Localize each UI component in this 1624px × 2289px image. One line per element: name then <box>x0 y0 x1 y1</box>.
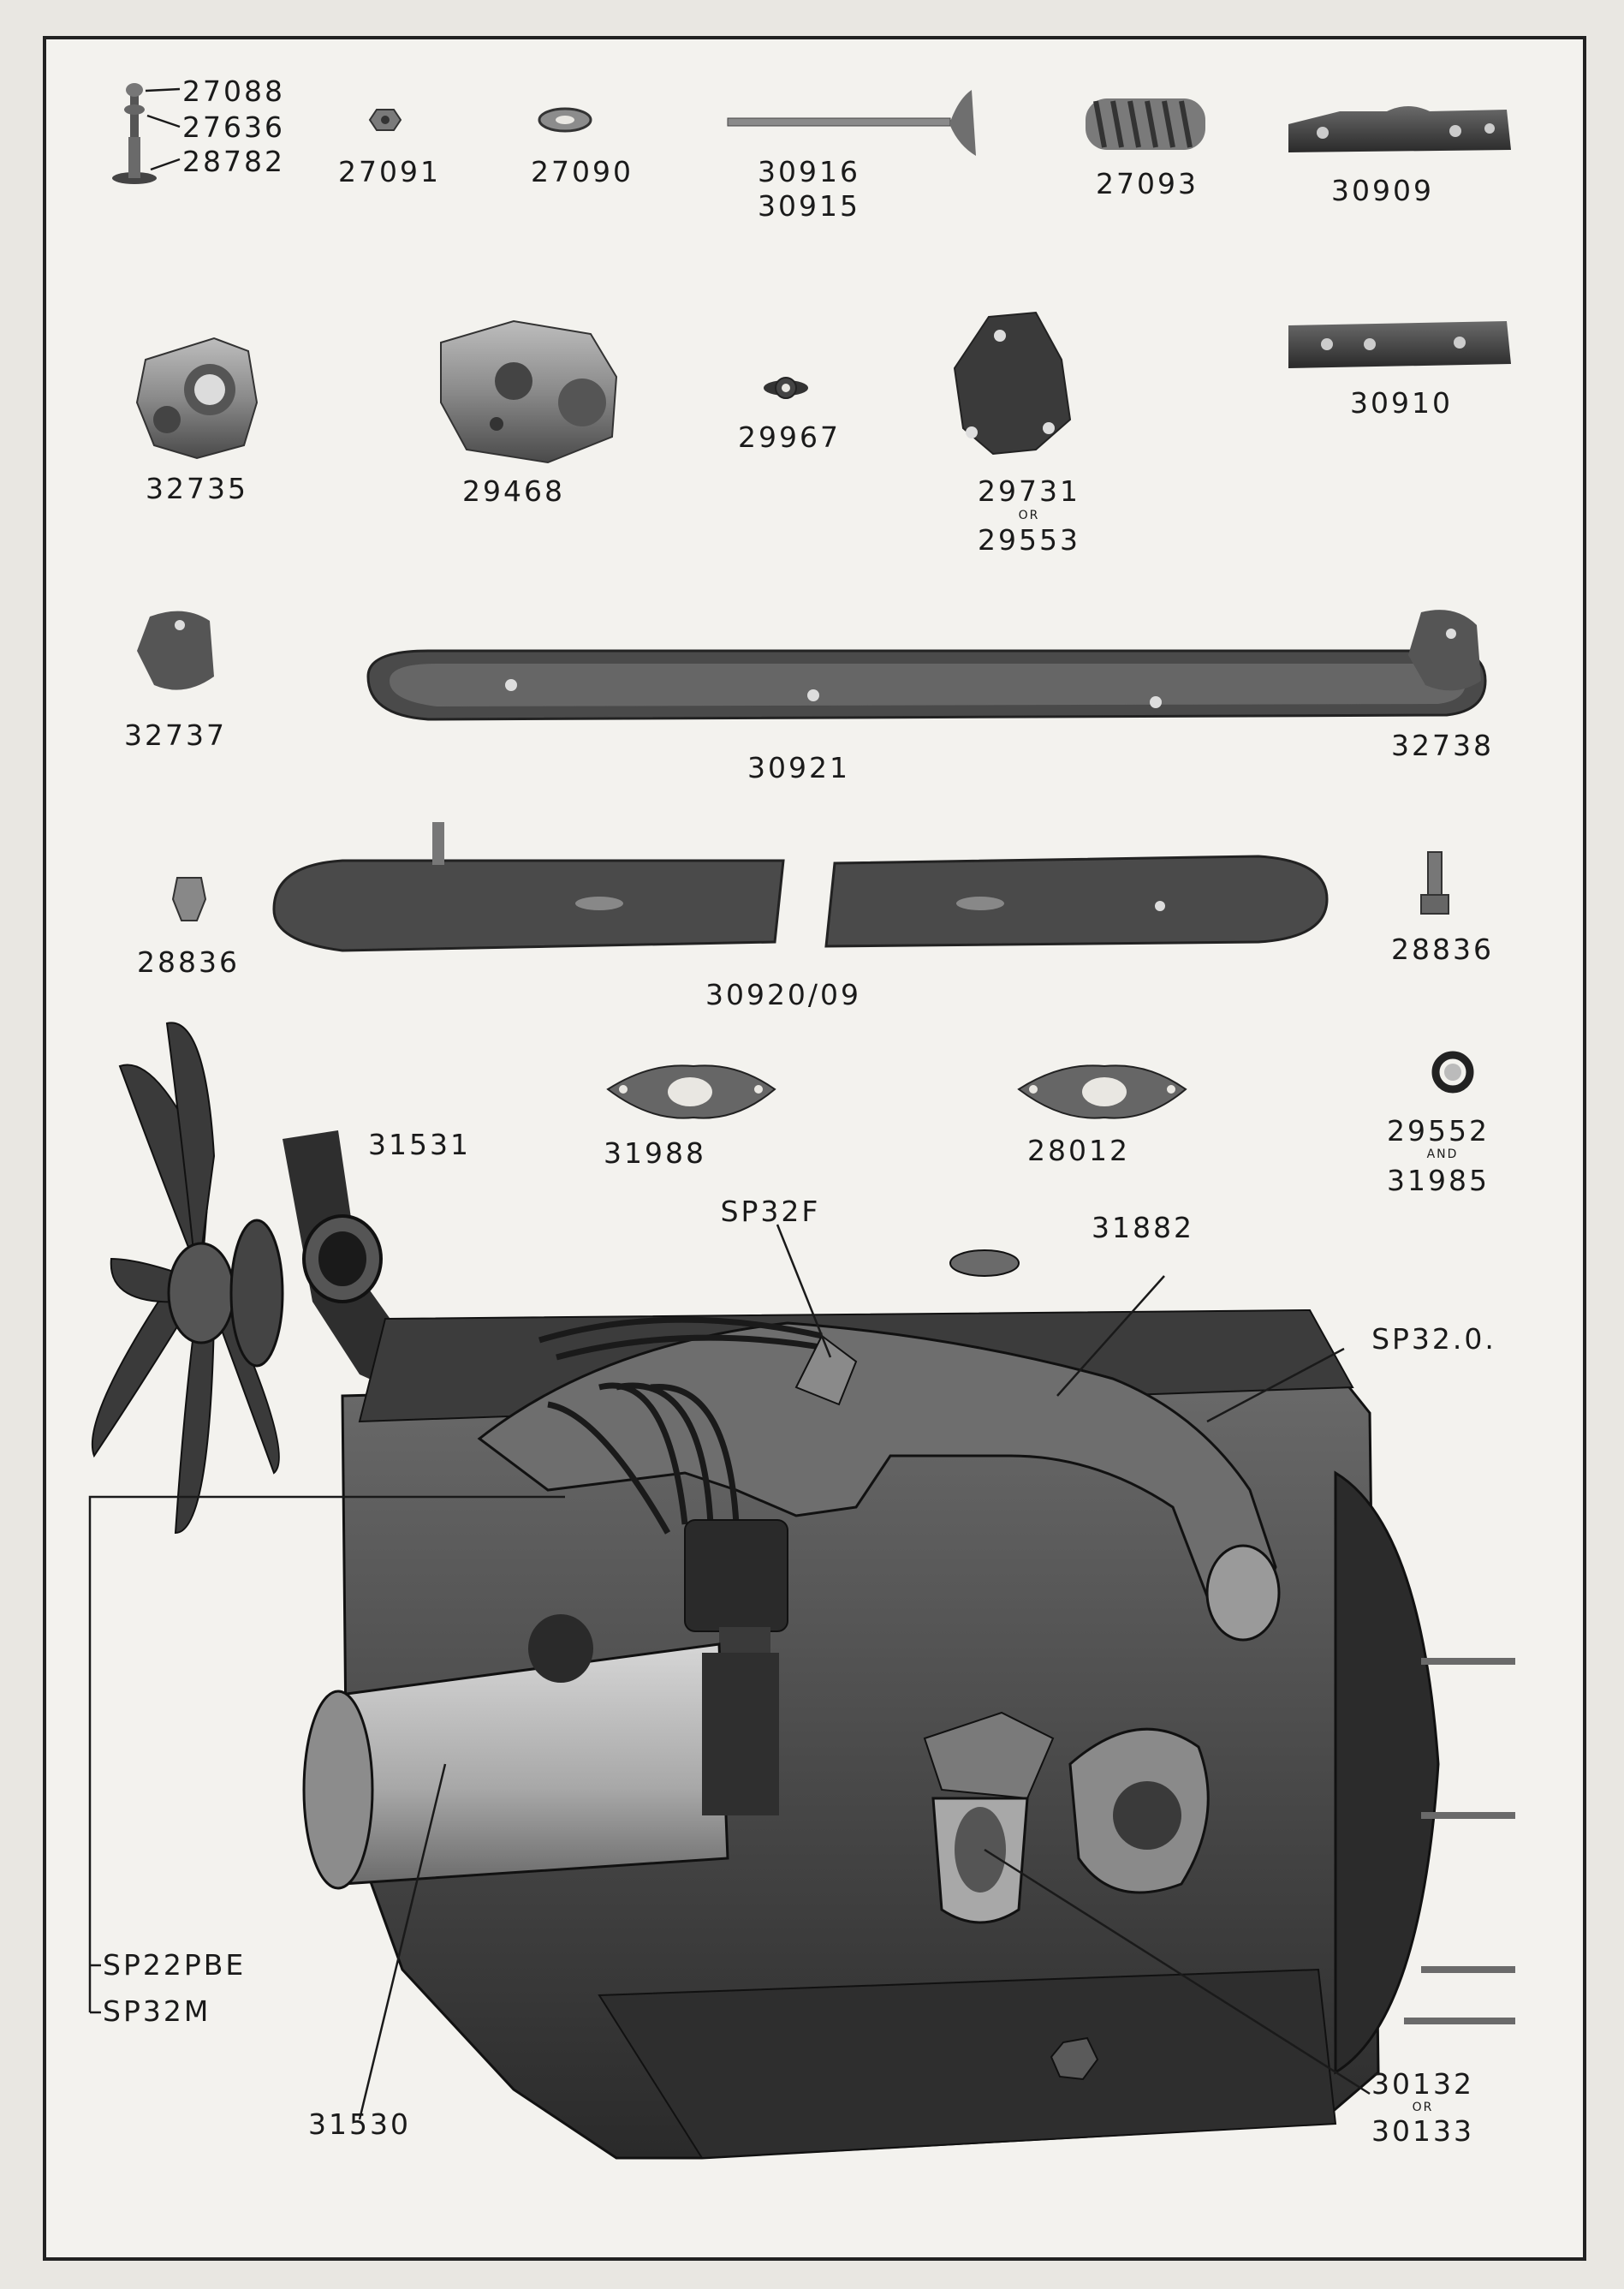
part-label-27091: 27091 <box>338 155 441 188</box>
part-label-28782: 28782 <box>182 145 285 178</box>
part-label-sp32-0: SP32.0. <box>1371 1322 1496 1356</box>
part-label-30920-09: 30920/09 <box>705 978 862 1011</box>
gasket-left-part-icon <box>137 611 214 690</box>
sealing-ring-part-icon <box>1436 1055 1470 1089</box>
part-label-30132: 30132 <box>1371 2067 1474 2101</box>
part-label-28012: 28012 <box>1027 1134 1130 1167</box>
part-label-27088: 27088 <box>182 75 285 108</box>
thermostat-housing-part-icon <box>137 338 257 458</box>
part-label-28836-right: 28836 <box>1391 933 1494 966</box>
tappet-cover-top-part-icon <box>368 651 1485 719</box>
part-label-29552: 29552 <box>1387 1114 1490 1147</box>
part-label-sp22pbe: SP22PBE <box>103 1948 247 1982</box>
bolt-part-icon <box>1421 852 1449 914</box>
water-pump-housing-part-icon <box>441 321 616 462</box>
part-label-29967: 29967 <box>738 420 841 454</box>
engine-assembly-icon <box>92 1022 1515 2158</box>
washer-part-icon <box>539 109 591 131</box>
part-label-30915: 30915 <box>758 189 860 223</box>
part-label-32738: 32738 <box>1391 729 1494 762</box>
tappet-cover-left-part-icon <box>274 822 783 951</box>
part-label-31882: 31882 <box>1092 1211 1194 1244</box>
part-label-31988: 31988 <box>604 1136 706 1170</box>
part-label-28836-left: 28836 <box>137 945 240 979</box>
valve-tappet-part-icon <box>112 83 157 184</box>
part-label-29468: 29468 <box>462 474 565 508</box>
part-label-sp32m: SP32M <box>103 1994 211 2028</box>
part-label-32737: 32737 <box>124 718 227 752</box>
nut-part-icon <box>370 110 401 130</box>
stud-nut-part-icon <box>173 878 205 921</box>
part-label-27636: 27636 <box>182 110 285 144</box>
part-label-32735: 32735 <box>146 472 248 505</box>
part-label-30133: 30133 <box>1371 2114 1474 2148</box>
flange-gasket-2-part-icon <box>1019 1065 1186 1118</box>
rocker-bracket-part-icon <box>1288 106 1511 152</box>
part-label-29731: 29731 <box>978 474 1080 508</box>
part-label-sp32f: SP32F <box>720 1195 821 1228</box>
part-label-30909: 30909 <box>1331 174 1434 207</box>
part-label-31530: 31530 <box>308 2107 411 2141</box>
bracket-tab-part-icon <box>764 378 808 398</box>
or-connector: OR <box>1018 509 1040 522</box>
part-label-31985: 31985 <box>1387 1164 1490 1197</box>
rocker-bracket-2-part-icon <box>1288 321 1511 368</box>
or-connector-2: OR <box>1412 2101 1434 2114</box>
part-label-30916: 30916 <box>758 155 860 188</box>
part-label-31531: 31531 <box>368 1128 471 1161</box>
tappet-cover-right-part-icon <box>826 856 1327 946</box>
valve-spring-part-icon <box>1086 98 1205 150</box>
and-connector: AND <box>1426 1147 1459 1161</box>
part-label-27090: 27090 <box>531 155 634 188</box>
cover-plate-part-icon <box>955 313 1070 454</box>
flange-gasket-1-part-icon <box>608 1065 775 1118</box>
part-label-27093: 27093 <box>1096 167 1199 200</box>
part-label-30910: 30910 <box>1350 386 1453 420</box>
valve-part-icon <box>728 90 976 156</box>
part-label-30921: 30921 <box>747 751 850 784</box>
part-label-29553: 29553 <box>978 523 1080 557</box>
